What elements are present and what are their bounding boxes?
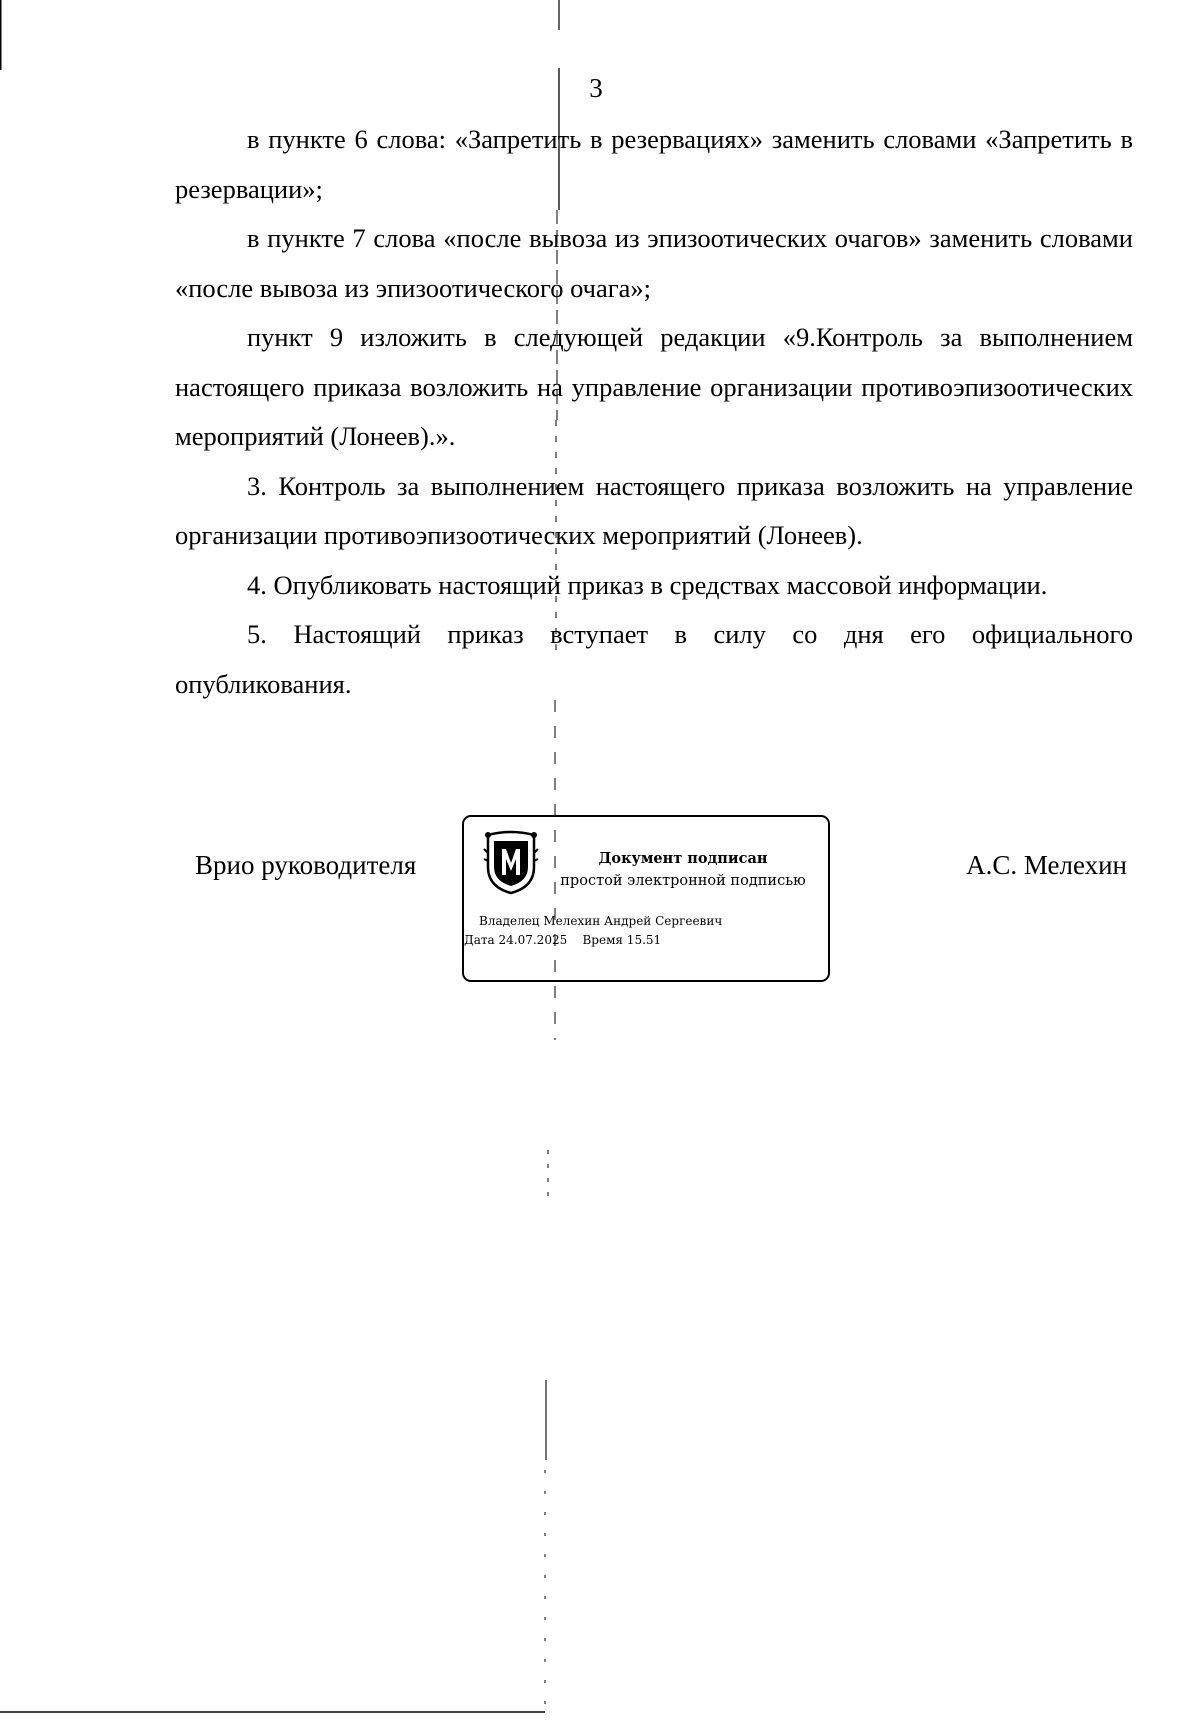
stamp-date-time: Дата 24.07.2025 Время 15.51 (464, 933, 662, 947)
paragraph-item-6-amendment: в пункте 6 слова: «Запретить в резервациях» заменить словами «Запретить в резервации»; (175, 124, 1133, 204)
page-number: 3 (589, 73, 603, 103)
stamp-subtitle: простой электронной подписью (560, 873, 806, 889)
signatory-position: Врио руководителя (195, 850, 417, 880)
paragraph-5-effective: 5. Настоящий приказ вступает в силу со дня его официального опубликования. (175, 619, 1133, 699)
document-body (175, 115, 1133, 709)
paragraph-4-publish: 4. Опубликовать настоящий приказ в средствах массовой информации. (247, 569, 1048, 600)
electronic-signature-stamp (462, 815, 830, 982)
signatory-name: А.С. Мелехин (966, 850, 1127, 880)
stamp-title: Документ подписан (598, 850, 768, 867)
coat-of-arms-icon (482, 829, 540, 895)
paragraph-item-7-amendment: в пункте 7 слова «после вывоза из эпизоотических очагов» заменить словами «после вывоза из эпизоотического очага»; (175, 223, 1133, 303)
paragraph-item-9-amendment: пункт 9 изложить в следующей редакции «9.Контроль за выполнением настоящего приказа возложить на управление организации противоэпизоотических мероприятий (Лонеев).». (175, 322, 1133, 451)
paragraph-3-control: 3. Контроль за выполнением настоящего приказа возложить на управление организации противоэпизоотических мероприятий (Лонеев). (175, 470, 1133, 550)
stamp-owner: Владелец Мелехин Андрей Сергеевич (479, 914, 723, 928)
